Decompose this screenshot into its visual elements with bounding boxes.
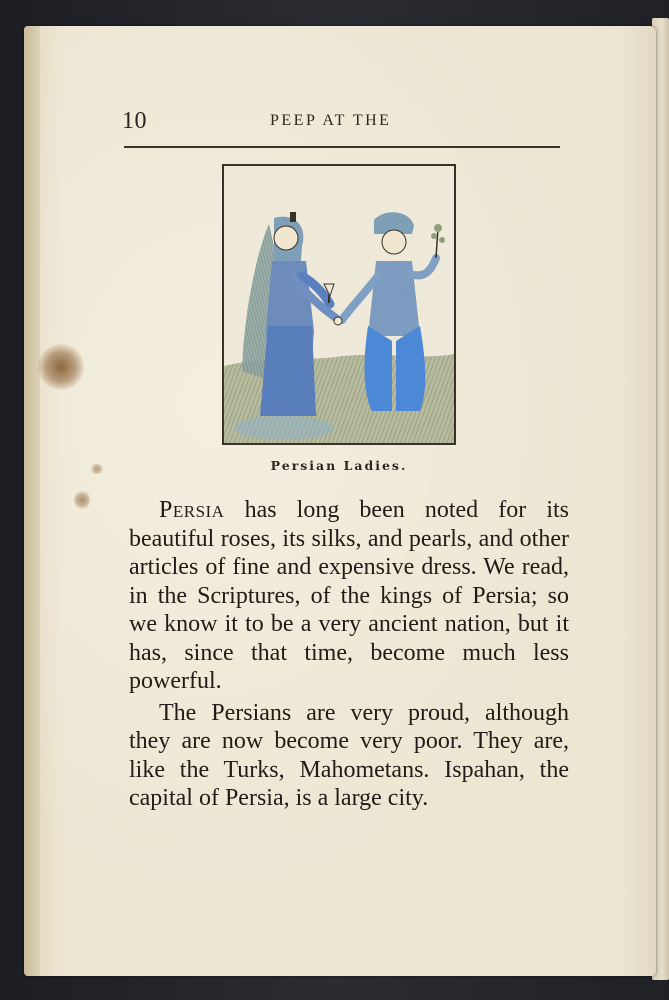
page-gutter (24, 26, 40, 976)
paragraph-1 (129, 496, 569, 696)
paragraph-1-text: has long been noted for its beautiful roses, its silks, and pearls, and other articles of fine and expensive dress. We read, in the Scriptures, of the kings of Persia; so we know it to be a very ancient nation, but it has, since that time, become much less powerful. (129, 497, 569, 694)
header-rule (124, 146, 560, 148)
woodcut-illustration (222, 164, 456, 445)
paragraph-2: The Persians are very proud, although they are now become very poor. They are, like the Turks, Mahometans. Ispahan, the capital of Persia, is a large city. (129, 699, 569, 811)
page-number: 10 (122, 108, 147, 134)
book-page (24, 26, 656, 976)
paragraph-lead-word: Persia (159, 497, 225, 523)
persian-ladies-engraving (224, 166, 454, 443)
body-text (129, 496, 569, 813)
foxing-stain (74, 490, 90, 510)
foxing-stain (90, 464, 104, 474)
foxing-stain (38, 344, 84, 390)
illustration-caption: Persian Ladies. (270, 458, 408, 473)
running-head: PEEP AT THE (270, 112, 392, 129)
